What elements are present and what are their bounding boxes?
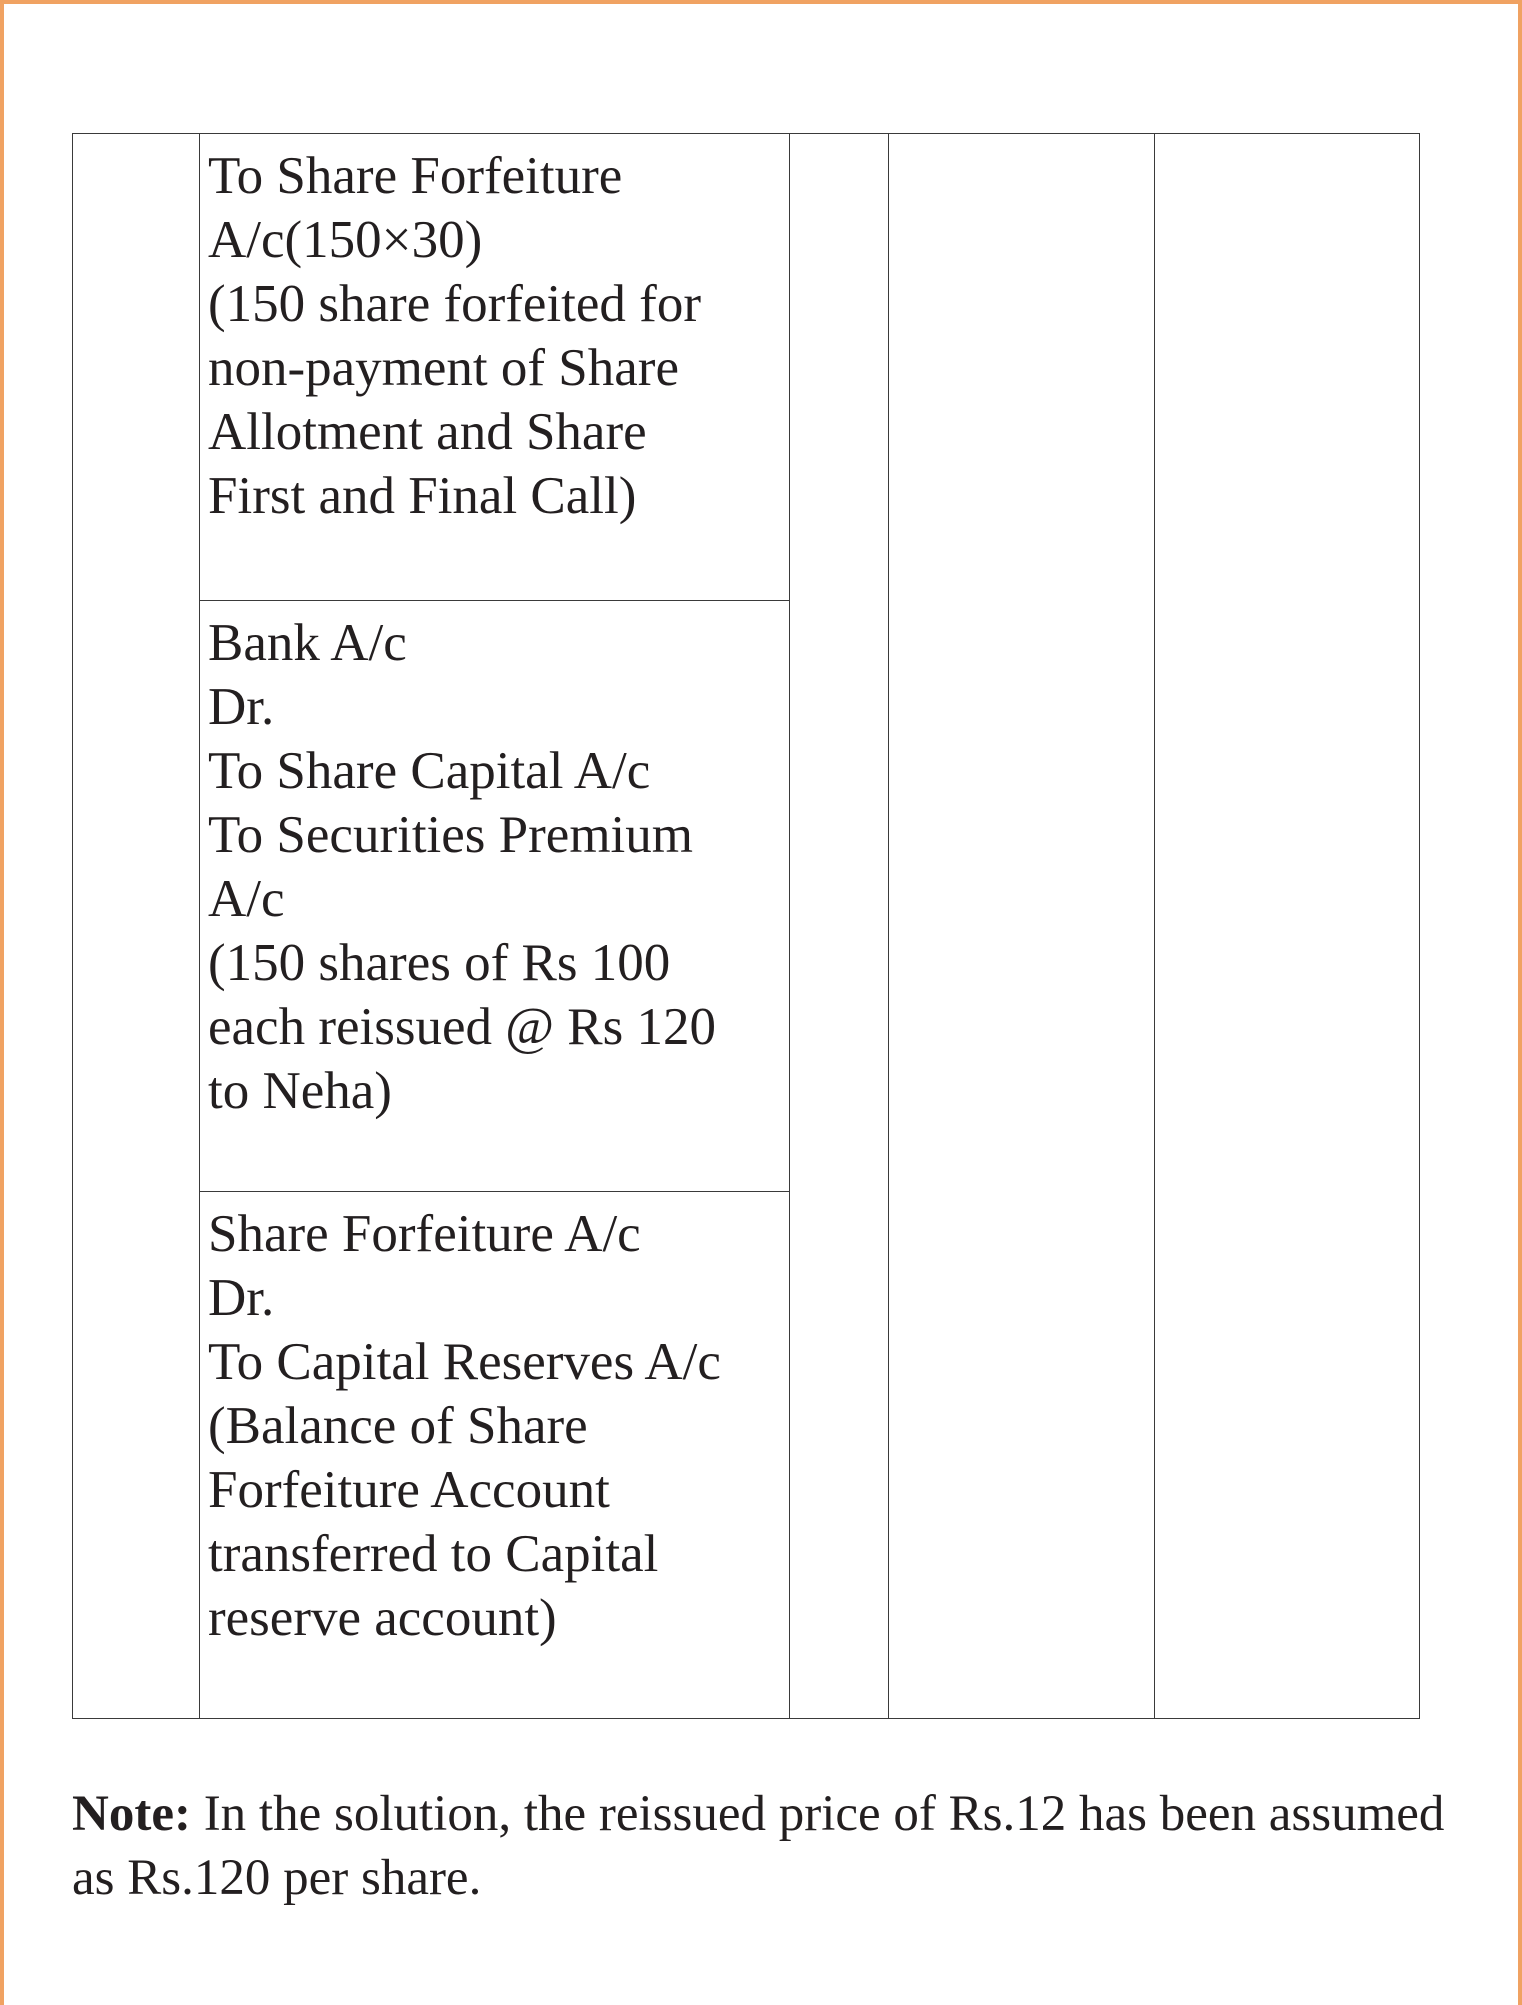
column-divider-lf-debit [888,134,889,1718]
journal-entry-reissue: Bank A/c Dr. To Share Capital A/c To Securities Premium A/c (150 shares of Rs 100 each reissued @ Rs 120 to Neha) [208,614,717,1120]
journal-entry-capital-reserve: Share Forfeiture A/c Dr. To Capital Reserves A/c (Balance of Share Forfeiture Account transferred to Capital reserve account) [208,1205,721,1647]
column-divider-debit-credit [1154,134,1155,1718]
column-divider-date-particulars [199,134,200,1718]
note-label: Note: [72,1786,191,1842]
column-divider-particulars-lf [789,134,790,1718]
row-divider-1 [199,600,789,601]
journal-table [72,133,1420,1719]
note-text: In the solution, the reissued price of Rs.12 has been assumed as Rs.120 per share. [72,1786,1445,1906]
journal-entry-forfeiture: To Share Forfeiture A/c(150×30) (150 share forfeited for non-payment of Share Allotment and Share First and Final Call) [208,147,701,525]
row-divider-2 [199,1191,789,1192]
solution-note [72,1782,1452,1910]
